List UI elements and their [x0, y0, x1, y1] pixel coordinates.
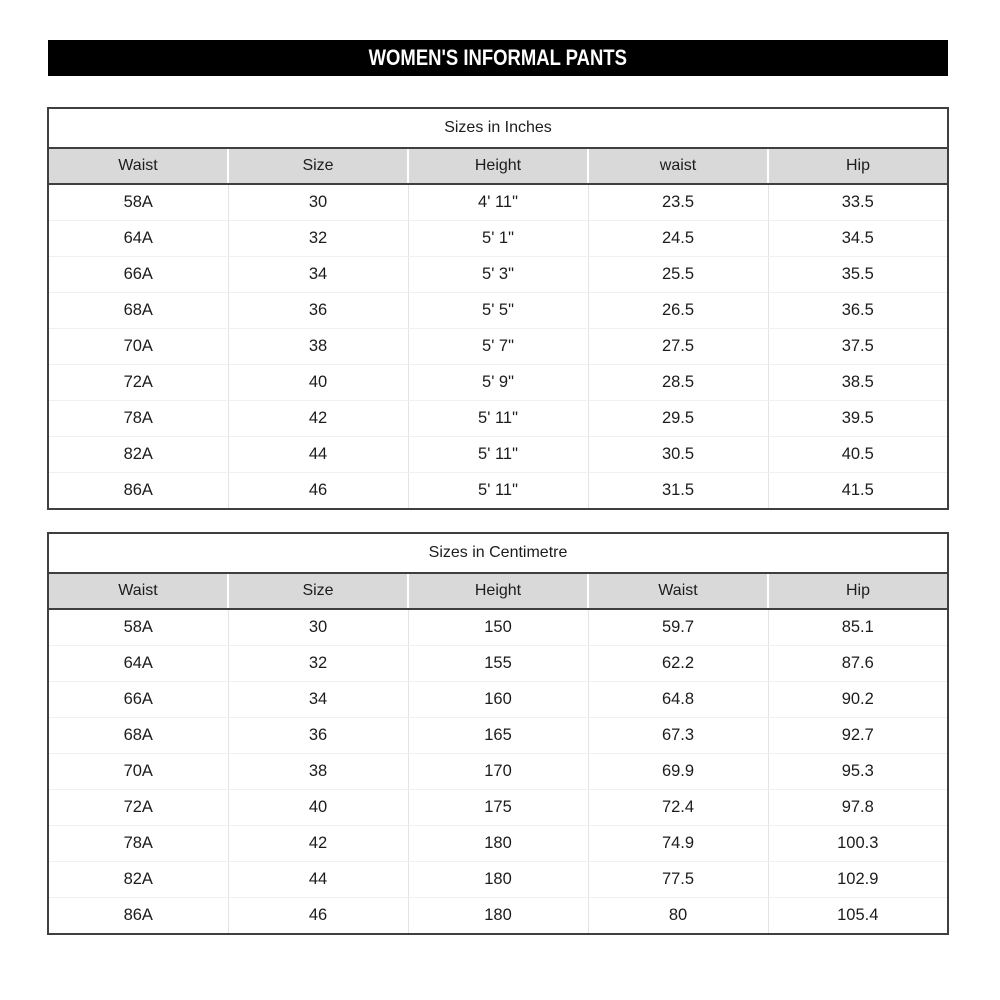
table-cell: 150 [408, 609, 588, 646]
table-cell: 38.5 [768, 365, 948, 401]
table-cell: 46 [228, 473, 408, 510]
table-cell: 44 [228, 437, 408, 473]
table-row [48, 184, 948, 221]
table-row [48, 754, 948, 790]
table-caption-row [48, 108, 948, 148]
table-cell: 42 [228, 826, 408, 862]
table-cell: 68A [48, 293, 228, 329]
table-cell: 68A [48, 718, 228, 754]
table-cell: 36 [228, 718, 408, 754]
table-cell: 38 [228, 754, 408, 790]
table-cell: 5' 5" [408, 293, 588, 329]
table-cell: 105.4 [768, 898, 948, 935]
table-cell: 32 [228, 646, 408, 682]
table-cell: 62.2 [588, 646, 768, 682]
table-cell: 66A [48, 257, 228, 293]
table-row [48, 473, 948, 510]
table-cell: 80 [588, 898, 768, 935]
table-cell: 78A [48, 401, 228, 437]
table-row [48, 826, 948, 862]
table-cell: 5' 11" [408, 437, 588, 473]
table-body [48, 184, 948, 509]
column-header-height: Height [408, 148, 588, 184]
table-cell: 24.5 [588, 221, 768, 257]
table-cell: 42 [228, 401, 408, 437]
table-body [48, 609, 948, 934]
title-banner [48, 40, 948, 76]
table-cell: 82A [48, 862, 228, 898]
table-cell: 23.5 [588, 184, 768, 221]
table-cell: 86A [48, 898, 228, 935]
table-cell: 69.9 [588, 754, 768, 790]
table-cell: 180 [408, 826, 588, 862]
table-cell: 33.5 [768, 184, 948, 221]
table-header-row [48, 573, 948, 609]
table-cell: 64.8 [588, 682, 768, 718]
table-cell: 28.5 [588, 365, 768, 401]
table-row [48, 221, 948, 257]
table-cell: 26.5 [588, 293, 768, 329]
table-cell: 72A [48, 790, 228, 826]
column-header-waist: waist [588, 148, 768, 184]
table-cell: 5' 7" [408, 329, 588, 365]
table-cell: 100.3 [768, 826, 948, 862]
table-cell: 86A [48, 473, 228, 510]
table-cell: 85.1 [768, 609, 948, 646]
page-title: WOMEN'S INFORMAL PANTS [368, 45, 628, 70]
sizes-in-centimetre-table [47, 532, 949, 935]
table-cell: 70A [48, 754, 228, 790]
column-header-waist-code: Waist [48, 573, 228, 609]
column-header-waist: Waist [588, 573, 768, 609]
table-cell: 155 [408, 646, 588, 682]
table-header-row [48, 148, 948, 184]
table-cell: 4' 11" [408, 184, 588, 221]
table-cell: 58A [48, 609, 228, 646]
table-cell: 27.5 [588, 329, 768, 365]
table-caption-row [48, 533, 948, 573]
table-cell: 180 [408, 898, 588, 935]
table-cell: 102.9 [768, 862, 948, 898]
table-cell: 175 [408, 790, 588, 826]
table-cell: 5' 9" [408, 365, 588, 401]
table-row [48, 437, 948, 473]
column-header-waist-code: Waist [48, 148, 228, 184]
table-cell: 78A [48, 826, 228, 862]
table-cell: 40 [228, 790, 408, 826]
table-row [48, 790, 948, 826]
table-row [48, 898, 948, 935]
table-cell: 40.5 [768, 437, 948, 473]
table-cell: 29.5 [588, 401, 768, 437]
table-cell: 72A [48, 365, 228, 401]
table-cell: 39.5 [768, 401, 948, 437]
table-cell: 74.9 [588, 826, 768, 862]
table-cell: 44 [228, 862, 408, 898]
table-cell: 58A [48, 184, 228, 221]
table-cell: 31.5 [588, 473, 768, 510]
column-header-hip: Hip [768, 573, 948, 609]
table-cell: 37.5 [768, 329, 948, 365]
table-cell: 165 [408, 718, 588, 754]
table-cell: 5' 1" [408, 221, 588, 257]
table-cell: 36 [228, 293, 408, 329]
table-cell: 97.8 [768, 790, 948, 826]
table-caption: Sizes in Inches [48, 108, 948, 148]
table-cell: 5' 11" [408, 401, 588, 437]
table-cell: 41.5 [768, 473, 948, 510]
column-header-height: Height [408, 573, 588, 609]
table-cell: 90.2 [768, 682, 948, 718]
table-cell: 72.4 [588, 790, 768, 826]
table-cell: 30 [228, 609, 408, 646]
sizes-in-inches-table [47, 107, 949, 510]
table-row [48, 257, 948, 293]
table-cell: 70A [48, 329, 228, 365]
table-row [48, 646, 948, 682]
table-cell: 30.5 [588, 437, 768, 473]
table-row [48, 682, 948, 718]
column-header-hip: Hip [768, 148, 948, 184]
table-cell: 170 [408, 754, 588, 790]
table-cell: 38 [228, 329, 408, 365]
table-cell: 67.3 [588, 718, 768, 754]
table-cell: 32 [228, 221, 408, 257]
table-caption: Sizes in Centimetre [48, 533, 948, 573]
table-row [48, 365, 948, 401]
table-cell: 36.5 [768, 293, 948, 329]
table-row [48, 293, 948, 329]
table-cell: 95.3 [768, 754, 948, 790]
table-cell: 34 [228, 682, 408, 718]
table-cell: 180 [408, 862, 588, 898]
table-cell: 46 [228, 898, 408, 935]
table-cell: 5' 3" [408, 257, 588, 293]
table-row [48, 862, 948, 898]
table-cell: 92.7 [768, 718, 948, 754]
table-cell: 34.5 [768, 221, 948, 257]
column-header-size: Size [228, 573, 408, 609]
table-cell: 77.5 [588, 862, 768, 898]
table-cell: 66A [48, 682, 228, 718]
table-cell: 82A [48, 437, 228, 473]
table-cell: 30 [228, 184, 408, 221]
table-cell: 5' 11" [408, 473, 588, 510]
table-cell: 35.5 [768, 257, 948, 293]
table-cell: 34 [228, 257, 408, 293]
table-row [48, 329, 948, 365]
table-cell: 59.7 [588, 609, 768, 646]
table-cell: 64A [48, 646, 228, 682]
table-row [48, 401, 948, 437]
table-cell: 160 [408, 682, 588, 718]
table-cell: 64A [48, 221, 228, 257]
table-cell: 25.5 [588, 257, 768, 293]
table-cell: 40 [228, 365, 408, 401]
table-cell: 87.6 [768, 646, 948, 682]
table-row [48, 609, 948, 646]
column-header-size: Size [228, 148, 408, 184]
table-row [48, 718, 948, 754]
